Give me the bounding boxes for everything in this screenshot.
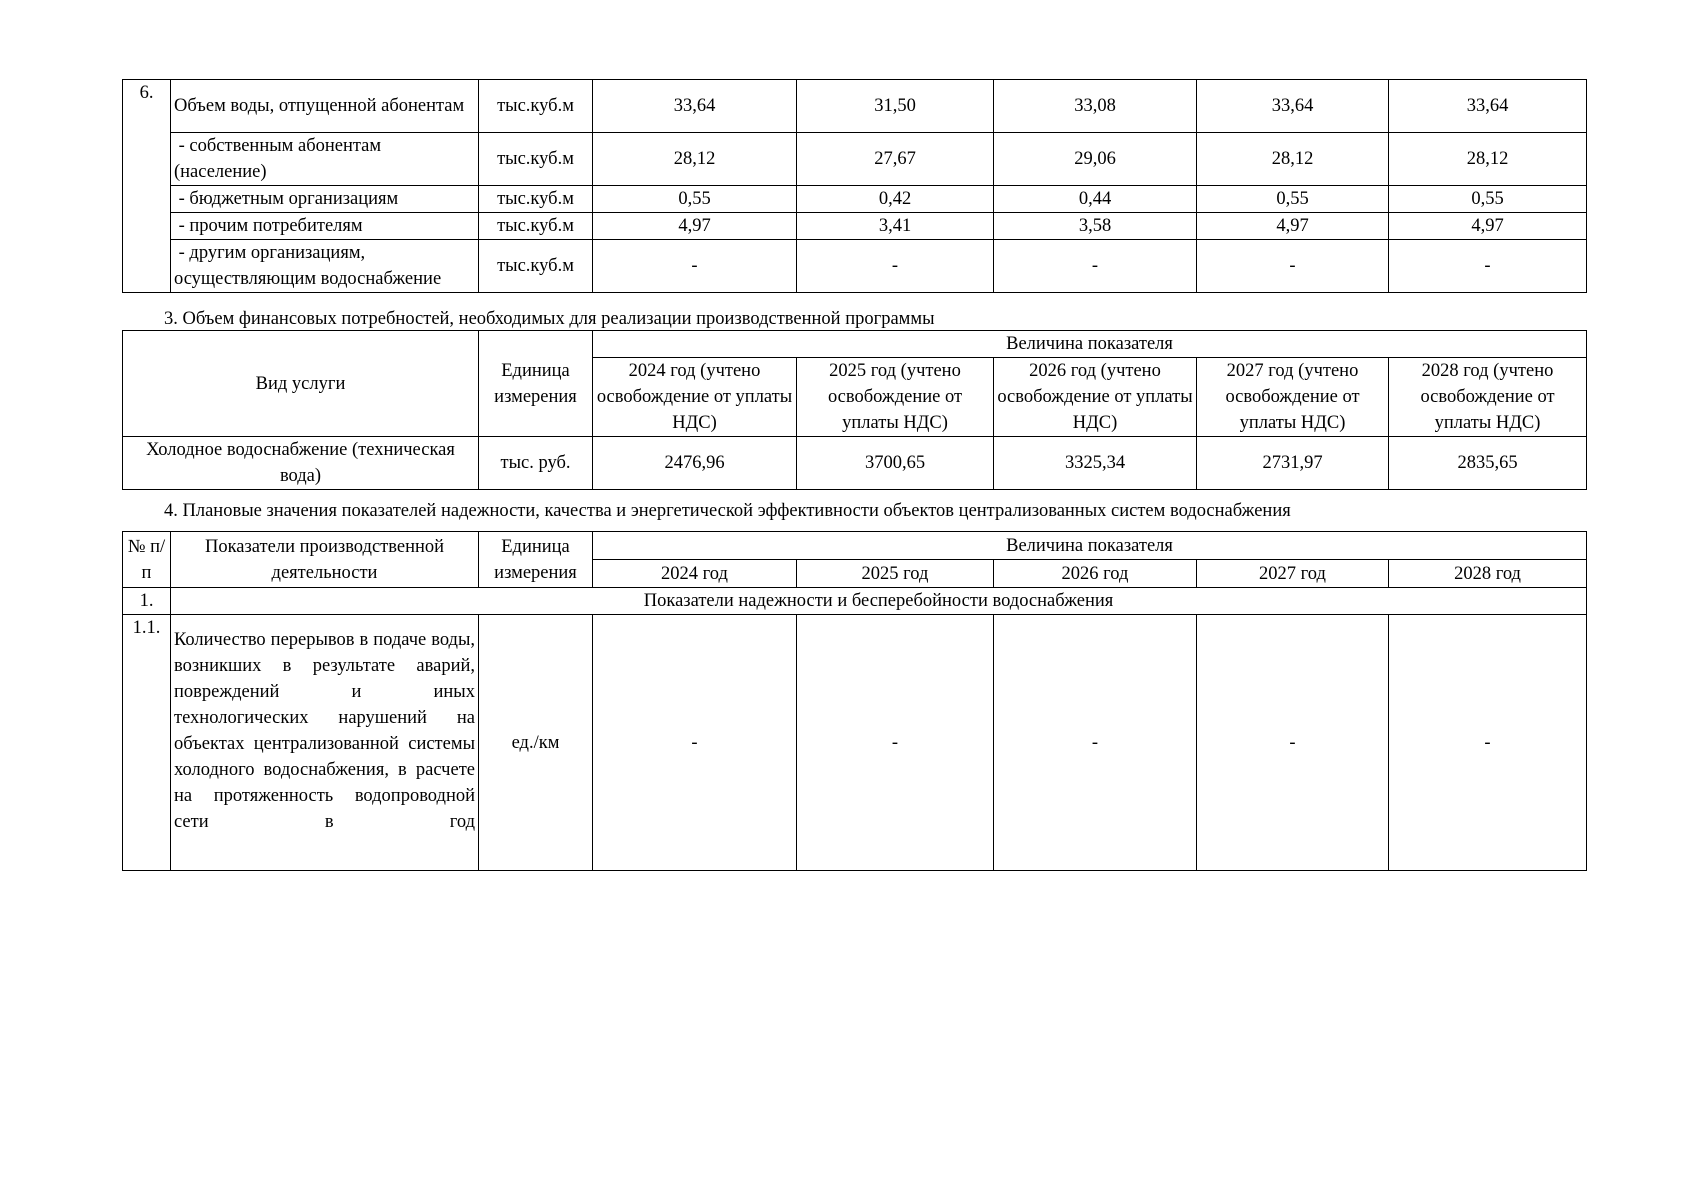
table-row (123, 240, 1587, 293)
header-indicator: Показатели производственной деятельности (171, 532, 479, 588)
row-label: Объем воды, отпущенной абонентам (171, 80, 479, 133)
value-cell: 33,08 (994, 80, 1197, 133)
row-unit: тыс.куб.м (479, 240, 593, 293)
year-header: 2026 год (994, 560, 1197, 588)
value-cell: 4,97 (593, 213, 797, 240)
value-cell: - (1389, 615, 1587, 871)
value-cell: 3,58 (994, 213, 1197, 240)
header-service: Вид услуги (123, 331, 479, 437)
table-row (123, 186, 1587, 213)
table-row (123, 213, 1587, 240)
row-unit: тыс.куб.м (479, 186, 593, 213)
row-unit: тыс.куб.м (479, 213, 593, 240)
water-volume-table (122, 79, 1587, 293)
row-label: - бюджетным организациям (171, 186, 479, 213)
section-3-caption: 3. Объем финансовых потребностей, необходимых для реализации производственной программы (164, 309, 935, 329)
row-label: Количество перерывов в подаче воды, возникших в результате аварий, повреждений и иных технологических нарушений на объектах централизованной системы холодного водоснабжения, в расчете на протяженность водопроводной сети в год (171, 615, 479, 871)
row-number: 6. (123, 80, 171, 293)
section-4-caption: 4. Плановые значения показателей надежности, качества и энергетической эффективности объектов централизованных систем водоснабжения (164, 501, 1291, 521)
value-cell: 3,41 (797, 213, 994, 240)
value-cell: 28,12 (1389, 133, 1587, 186)
value-cell: 2731,97 (1197, 437, 1389, 490)
row-label: - собственным абонентам (население) (171, 133, 479, 186)
value-cell: - (1197, 615, 1389, 871)
year-header: 2027 год (учтено освобождение от уплаты НДС) (1197, 358, 1389, 437)
row-label: - прочим потребителям (171, 213, 479, 240)
value-cell: - (797, 240, 994, 293)
year-header: 2026 год (учтено освобождение от уплаты НДС) (994, 358, 1197, 437)
header-num: № п/п (123, 532, 171, 588)
value-cell: 33,64 (1389, 80, 1587, 133)
table-row (123, 615, 1587, 871)
value-cell: 28,12 (1197, 133, 1389, 186)
group-number: 1. (123, 588, 171, 615)
value-cell: - (797, 615, 994, 871)
value-cell: 29,06 (994, 133, 1197, 186)
year-header: 2024 год (учтено освобождение от уплаты НДС) (593, 358, 797, 437)
value-cell: 33,64 (593, 80, 797, 133)
value-cell: - (593, 240, 797, 293)
year-header: 2025 год (учтено освобождение от уплаты НДС) (797, 358, 994, 437)
value-cell: 31,50 (797, 80, 994, 133)
value-cell: 3700,65 (797, 437, 994, 490)
row-unit: тыс.куб.м (479, 133, 593, 186)
value-cell: - (1197, 240, 1389, 293)
header-value: Величина показателя (593, 532, 1587, 560)
value-cell: 0,55 (593, 186, 797, 213)
table-row (123, 133, 1587, 186)
value-cell: - (1389, 240, 1587, 293)
header-unit: Единица измерения (479, 331, 593, 437)
table-header-row (123, 331, 1587, 358)
year-header: 2025 год (797, 560, 994, 588)
row-unit: ед./км (479, 615, 593, 871)
reliability-indicators-table (122, 531, 1587, 871)
value-cell: 4,97 (1389, 213, 1587, 240)
value-cell: 27,67 (797, 133, 994, 186)
row-unit: тыс. руб. (479, 437, 593, 490)
value-cell: 0,44 (994, 186, 1197, 213)
value-cell: 2476,96 (593, 437, 797, 490)
value-cell: 3325,34 (994, 437, 1197, 490)
table-row (123, 80, 1587, 133)
year-header: 2028 год (1389, 560, 1587, 588)
value-cell: 2835,65 (1389, 437, 1587, 490)
value-cell: - (994, 240, 1197, 293)
service-name: Холодное водоснабжение (техническая вода) (123, 437, 479, 490)
row-label: - другим организациям, осуществляющим водоснабжение (171, 240, 479, 293)
table-row (123, 437, 1587, 490)
value-cell: 33,64 (1197, 80, 1389, 133)
value-cell: - (593, 615, 797, 871)
header-value: Величина показателя (593, 331, 1587, 358)
row-number: 1.1. (123, 615, 171, 871)
table-header-row (123, 532, 1587, 560)
year-header: 2024 год (593, 560, 797, 588)
row-unit: тыс.куб.м (479, 80, 593, 133)
value-cell: - (994, 615, 1197, 871)
value-cell: 0,55 (1389, 186, 1587, 213)
group-row (123, 588, 1587, 615)
value-cell: 0,42 (797, 186, 994, 213)
value-cell: 0,55 (1197, 186, 1389, 213)
header-unit: Единица измерения (479, 532, 593, 588)
financial-needs-table (122, 330, 1587, 490)
group-title: Показатели надежности и бесперебойности водоснабжения (171, 588, 1587, 615)
value-cell: 4,97 (1197, 213, 1389, 240)
year-header: 2027 год (1197, 560, 1389, 588)
year-header: 2028 год (учтено освобождение от уплаты НДС) (1389, 358, 1587, 437)
value-cell: 28,12 (593, 133, 797, 186)
